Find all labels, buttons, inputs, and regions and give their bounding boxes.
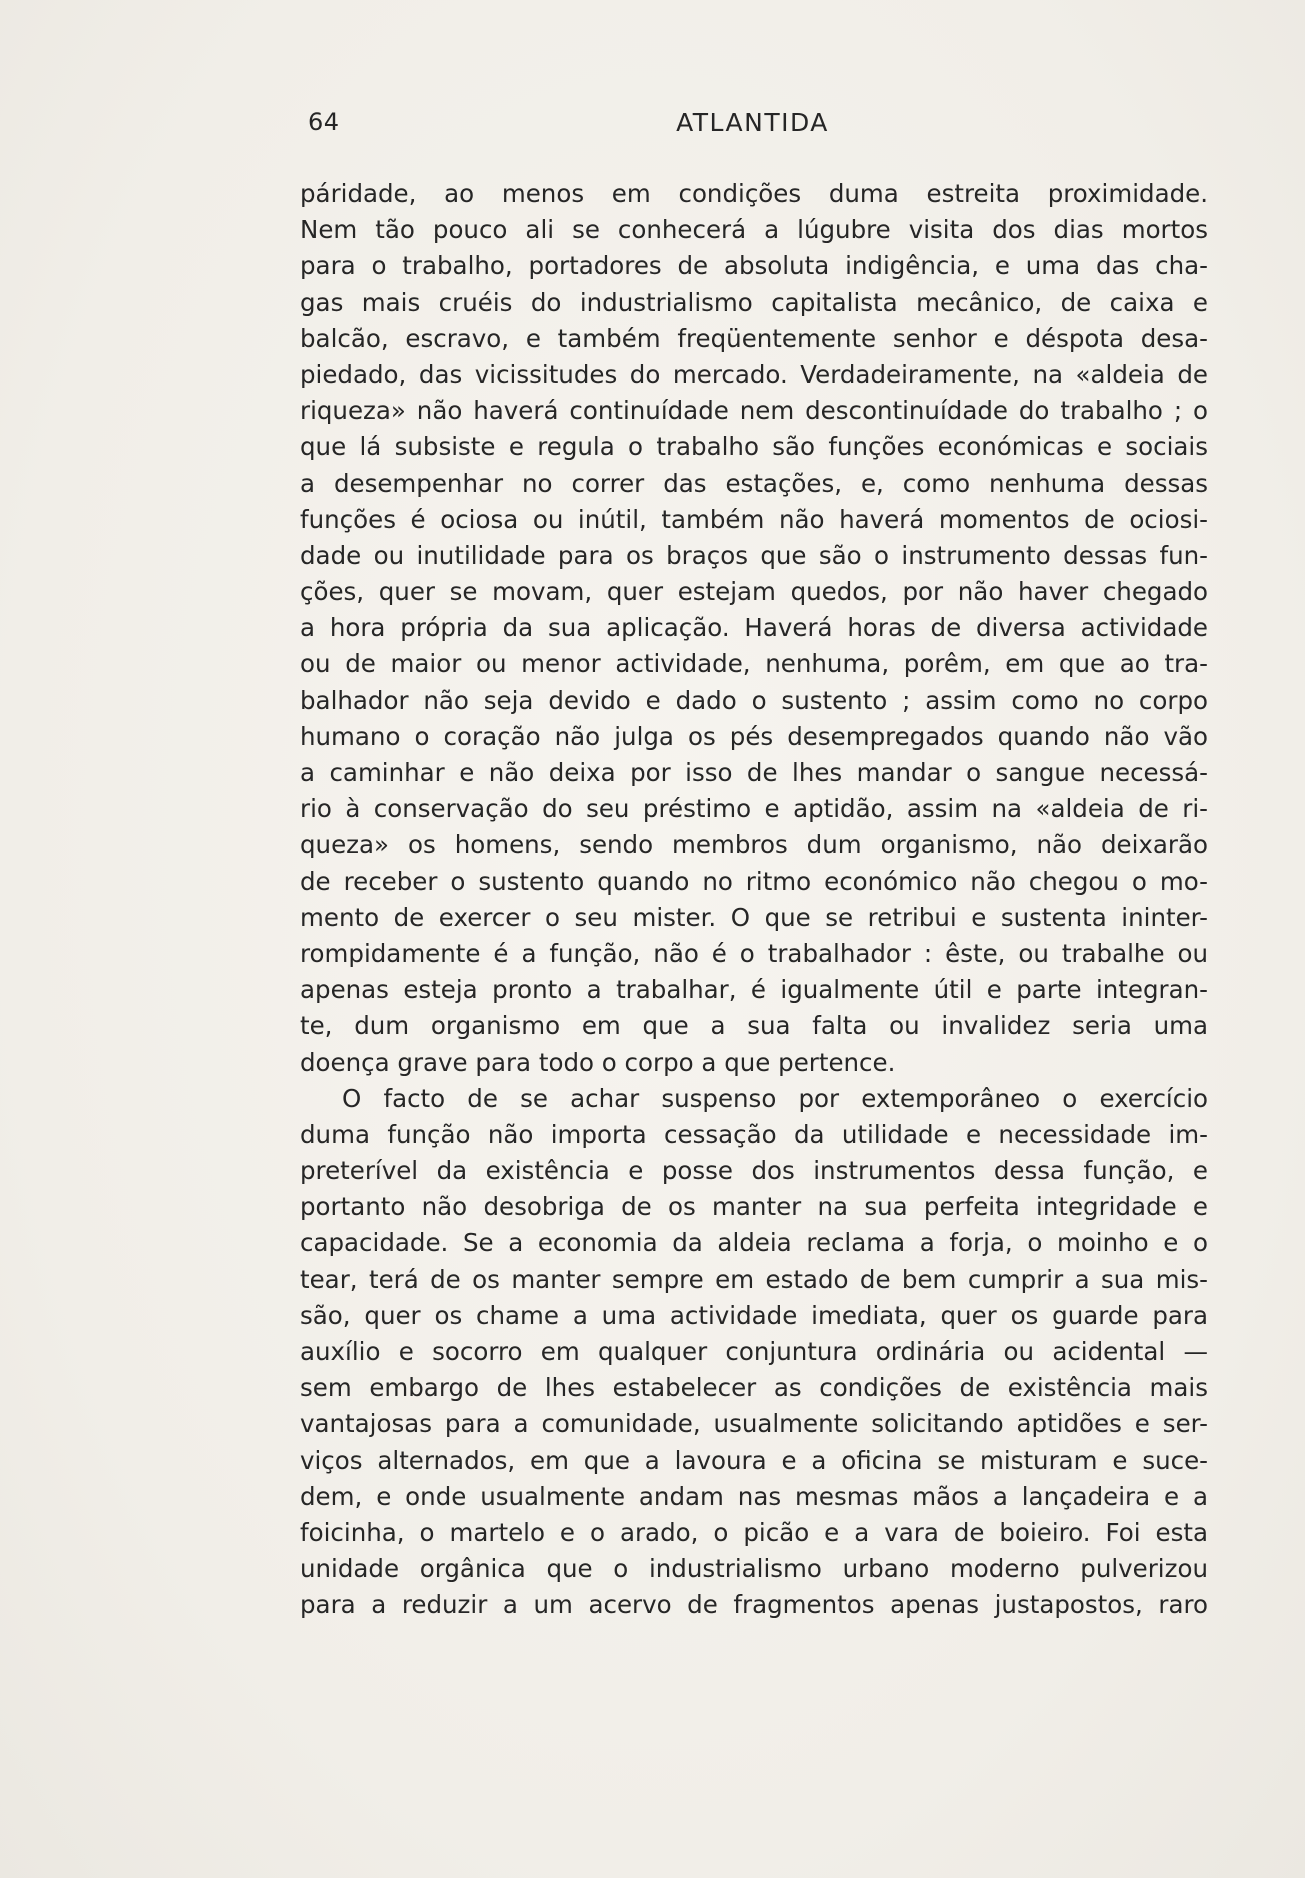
text-line: unidade orgânica que o industrialismo urbano moderno pulverizou bbox=[300, 1554, 1208, 1584]
text-line: preterível da existência e posse dos instrumentos dessa função, e bbox=[300, 1156, 1208, 1186]
text-line: auxílio e socorro em qualquer conjuntura ordinária ou acidental — bbox=[300, 1337, 1208, 1366]
text-line: são, quer os chame a uma actividade imediata, quer os guarde para bbox=[300, 1300, 1208, 1330]
text-line: páridade, ao menos em condições duma estreita proximidade. bbox=[300, 179, 1208, 208]
text-line: Nem tão pouco ali se conhecerá a lúgubre visita dos dias mortos bbox=[300, 215, 1208, 245]
text-line: foicinha, o martelo e o arado, o picão e a vara de boieiro. Foi esta bbox=[300, 1517, 1208, 1547]
text-line: ou de maior ou menor actividade, nenhuma, porêm, em que ao tra- bbox=[300, 649, 1208, 679]
text-line: para o trabalho, portadores de absoluta indigência, e uma das cha- bbox=[300, 251, 1208, 281]
text-line: duma função não importa cessação da utilidade e necessidade im- bbox=[300, 1119, 1208, 1149]
text-line: viços alternados, em que a lavoura e a oficina se misturam e suce- bbox=[300, 1445, 1208, 1475]
text-line: apenas esteja pronto a trabalhar, é igualmente útil e parte integran- bbox=[300, 975, 1208, 1005]
text-line: te, dum organismo em que a sua falta ou invalidez seria uma bbox=[300, 1011, 1208, 1041]
text-line: capacidade. Se a economia da aldeia reclama a forja, o moinho e o bbox=[300, 1228, 1208, 1258]
text-line: balhador não seja devido e dado o sustento ; assim como no corpo bbox=[300, 685, 1208, 715]
text-line: balcão, escravo, e também freqüentemente senhor e déspota desa- bbox=[300, 323, 1208, 353]
text-line: riqueza» não haverá continuídade nem descontinuídade do trabalho ; o bbox=[300, 396, 1208, 426]
text-line: rompidamente é a função, não é o trabalhador : êste, ou trabalhe ou bbox=[300, 938, 1208, 968]
paragraph-last-line: doença grave para todo o corpo a que pertence. bbox=[300, 1047, 896, 1077]
text-line: mento de exercer o seu mister. O que se retribui e sustenta ininter- bbox=[300, 902, 1208, 932]
paragraph-first-line: O facto de se achar suspenso por extemporâneo o exercício bbox=[342, 1083, 1208, 1113]
text-line: a caminhar e não deixa por isso de lhes mandar o sangue necessá- bbox=[300, 758, 1208, 787]
running-title: ATLANTIDA bbox=[676, 108, 829, 137]
text-line: dade ou inutilidade para os braços que são o instrumento dessas fun- bbox=[300, 540, 1208, 570]
text-line: de receber o sustento quando no ritmo económico não chegou o mo- bbox=[300, 866, 1208, 896]
text-line: portanto não desobriga de os manter na sua perfeita integridade e bbox=[300, 1192, 1208, 1222]
text-line: queza» os homens, sendo membros dum organismo, não deixarão bbox=[300, 830, 1208, 860]
text-line: rio à conservação do seu préstimo e aptidão, assim na «aldeia de ri- bbox=[300, 794, 1208, 824]
text-line: a hora própria da sua aplicação. Haverá horas de diversa actividade bbox=[300, 613, 1208, 643]
page-number: 64 bbox=[308, 108, 340, 136]
body-text bbox=[300, 176, 1208, 1624]
text-line: sem embargo de lhes estabelecer as condições de existência mais bbox=[300, 1373, 1208, 1403]
text-line: humano o coração não julga os pés desempregados quando não vão bbox=[300, 721, 1208, 751]
text-line: ções, quer se movam, quer estejam quedos, por não haver chegado bbox=[300, 577, 1208, 607]
text-line: a desempenhar no correr das estações, e, como nenhuma dessas bbox=[300, 468, 1208, 498]
text-line: gas mais cruéis do industrialismo capitalista mecânico, de caixa e bbox=[300, 287, 1208, 317]
text-line: para a reduzir a um acervo de fragmentos apenas justapostos, raro bbox=[300, 1590, 1208, 1620]
text-line: funções é ociosa ou inútil, também não haverá momentos de ociosi- bbox=[300, 504, 1208, 534]
page-header bbox=[300, 108, 1205, 144]
text-line: tear, terá de os manter sempre em estado de bem cumprir a sua mis- bbox=[300, 1264, 1208, 1294]
text-line: que lá subsiste e regula o trabalho são funções económicas e sociais bbox=[300, 432, 1208, 462]
text-line: piedado, das vicissitudes do mercado. Verdadeiramente, na «aldeia de bbox=[300, 359, 1208, 389]
text-line: dem, e onde usualmente andam nas mesmas mãos a lançadeira e a bbox=[300, 1481, 1208, 1511]
text-line: vantajosas para a comunidade, usualmente solicitando aptidões e ser- bbox=[300, 1409, 1208, 1439]
